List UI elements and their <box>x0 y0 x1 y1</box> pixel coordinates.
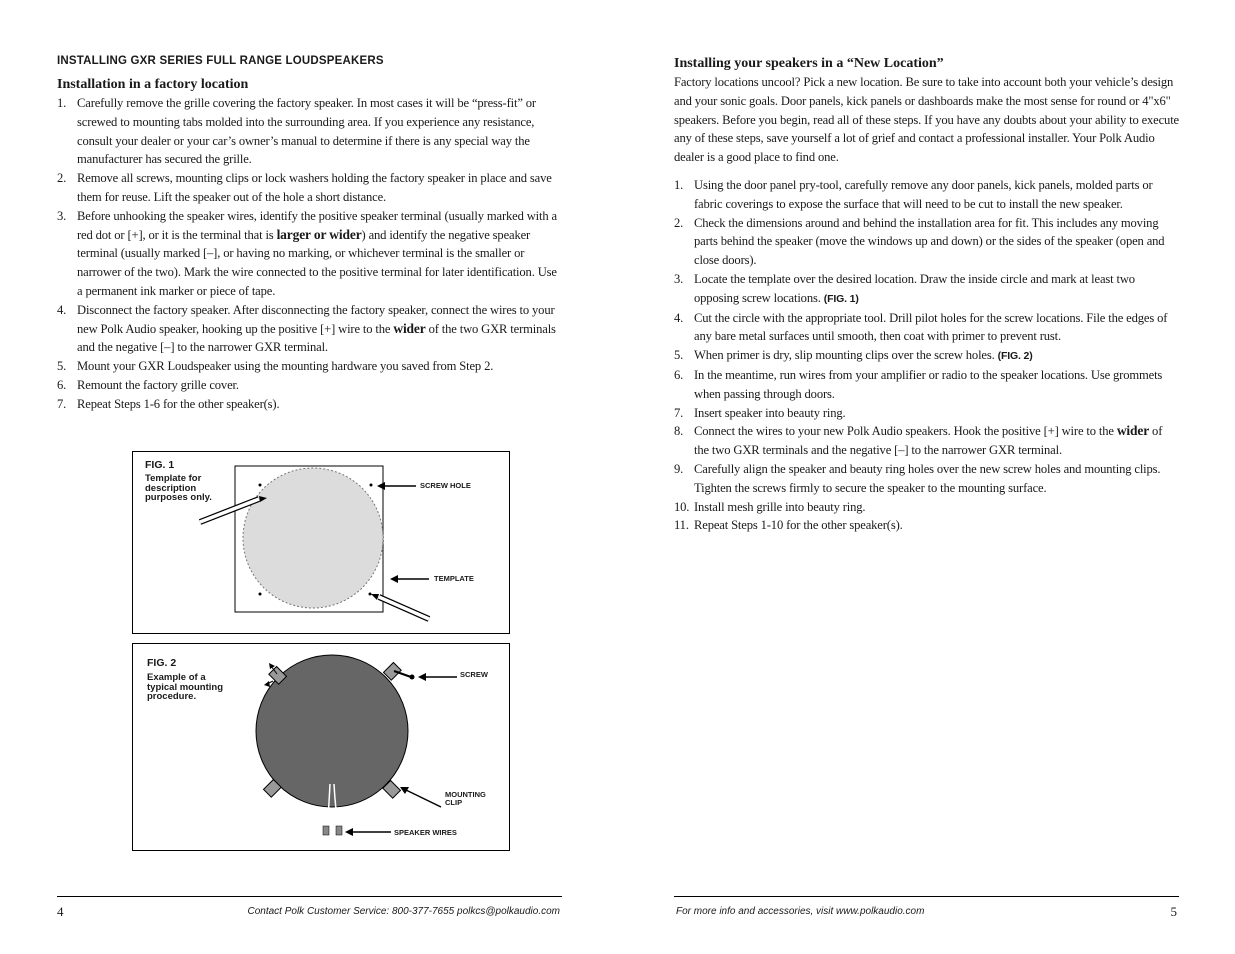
page-number: 5 <box>1170 904 1177 919</box>
step-number: 1. <box>57 96 67 110</box>
step-number: 10. <box>674 499 690 514</box>
step-number: 2. <box>674 215 684 230</box>
step-number: 5. <box>57 359 67 374</box>
right-content <box>674 55 1179 535</box>
list-item <box>57 357 562 376</box>
list-item <box>674 176 1179 214</box>
template-circle <box>243 468 383 608</box>
arrow-icon <box>345 828 391 836</box>
figure-reference: (FIG. 1) <box>823 292 859 305</box>
left-subheading: Installation in a factory location <box>57 77 249 92</box>
list-item <box>674 346 1179 366</box>
list-item <box>674 214 1179 270</box>
step-number: 3. <box>57 208 67 223</box>
intro-paragraph: Factory locations uncool? Pick a new location. Be sure to take into account both your vehicle’s design and your sonic goals. Door panels, kick panels or dashboards make the most sense for round or 4"x6" speakers. Before you begin, read all of these steps. If you have any doubts about your ability to execute any of these steps, save yourself a lot of grief and contact a professional installer. Your Polk Audio dealer is a good place to find one. <box>674 75 1179 165</box>
list-item <box>674 366 1179 404</box>
mounting-clip-callout: MOUNTING CLIP <box>445 790 486 807</box>
left-page <box>57 0 562 954</box>
template-callout: TEMPLATE <box>434 574 474 583</box>
footer-rule <box>57 896 562 897</box>
list-item <box>57 395 562 414</box>
step-emphasis: larger or wider <box>276 226 362 242</box>
step-text: Mount your GXR Loudspeaker using the mounting hardware you saved from Step 2. <box>77 359 494 374</box>
step-number: 2. <box>57 171 67 186</box>
list-item <box>674 516 1179 535</box>
screw-hole-callout: SCREW HOLE <box>420 481 471 490</box>
screw-hole-mark <box>259 593 262 596</box>
step-number: 5. <box>674 348 684 363</box>
step-number: 4. <box>57 302 67 317</box>
list-item <box>674 498 1179 517</box>
step-text: of the two GXR terminals and the negative [–] to the narrower GXR terminal. <box>694 424 1163 458</box>
list-item <box>57 169 562 207</box>
section-title: INSTALLING GXR SERIES FULL RANGE LOUDSPEAKERS <box>57 55 384 67</box>
step-text: Remount the factory grille cover. <box>77 377 239 392</box>
step-number: 7. <box>674 405 684 420</box>
screw-callout: SCREW <box>460 670 488 679</box>
fig1-caption: Template for description purposes only. <box>145 473 212 503</box>
list-item <box>57 301 562 357</box>
step-text: Remove all screws, mounting clips or lock washers holding the factory speaker in place and save them for reuse. Lift the speaker out of the hole a short distance. <box>77 171 552 204</box>
list-item <box>674 460 1179 498</box>
list-item <box>674 309 1179 347</box>
list-item <box>57 94 562 169</box>
figure-2 <box>132 643 510 851</box>
step-number: 7. <box>57 396 67 411</box>
arrow-icon <box>377 482 416 490</box>
arrow-icon <box>418 673 457 681</box>
arrow-icon <box>400 787 441 807</box>
step-number: 11. <box>674 518 689 533</box>
right-page <box>674 0 1179 954</box>
step-number: 6. <box>57 377 67 392</box>
step-emphasis: wider <box>1116 423 1150 439</box>
step-text: Insert speaker into beauty ring. <box>694 405 846 420</box>
step-text: In the meantime, run wires from your amplifier or radio to the speaker locations. Use grommets when passing through doors. <box>694 367 1163 401</box>
step-text: ) and identify the negative speaker terminal (usually marked [–], or having no marking, or whichever terminal is the smaller or narrower of the two). Mark the wire connected to the positive terminal for later identification. Use a permanent ink marker or piece of tape. <box>77 227 557 298</box>
step-text: Repeat Steps 1-10 for the other speaker(s). <box>694 518 903 533</box>
right-steps-list <box>674 176 1179 535</box>
footer-rule <box>674 896 1179 897</box>
list-item <box>57 376 562 395</box>
arrow-icon <box>390 575 429 583</box>
speaker-wires-callout: SPEAKER WIRES <box>394 828 457 837</box>
step-text: Repeat Steps 1-6 for the other speaker(s). <box>77 396 280 411</box>
footer-website: For more info and accessories, visit www.polkaudio.com <box>676 906 925 917</box>
step-text: Using the door panel pry-tool, carefully remove any door panels, kick panels, molded parts or fabric coverings to expose the surface that will need to be cut to install the new speaker. <box>694 177 1153 211</box>
footer-contact: Contact Polk Customer Service: 800-377-7655 polkcs@polkaudio.com <box>247 906 560 917</box>
screw-icon <box>394 671 415 680</box>
step-number: 9. <box>674 461 684 476</box>
list-item <box>57 207 562 301</box>
step-number: 8. <box>674 424 684 439</box>
page-number: 4 <box>57 904 64 919</box>
step-number: 3. <box>674 271 684 286</box>
step-number: 6. <box>674 367 684 382</box>
screw-hole-mark <box>370 484 373 487</box>
step-text: Before unhooking the speaker wires, identify the positive speaker terminal (usually marked with a red dot or [+], or it is the terminal that is <box>77 208 557 242</box>
step-text: Carefully remove the grille covering the factory speaker. In most cases it will be “press-fit” or screwed to mounting tabs molded into the surrounding area. If you experience any resistance, consult your dealer or your car’s owner’s manual to determine if there is any special way the manufacturer has secured the grille. <box>77 96 536 167</box>
step-text: Check the dimensions around and behind the installation area for fit. This includes any moving parts behind the speaker (move the windows up and down) or the sides of the speaker (open and close doors). <box>694 215 1165 268</box>
fig2-caption: Example of a typical mounting procedure. <box>147 672 223 702</box>
figure-1 <box>132 451 510 634</box>
step-text: Locate the template over the desired location. Draw the inside circle and mark at least two opposing screw locations. <box>694 271 1135 305</box>
right-subheading: Installing your speakers in a “New Location” <box>674 56 944 71</box>
step-text: Cut the circle with the appropriate tool. Drill pilot holes for the screw locations. File the edges of any bare metal surfaces until smooth, then coat with primer to prevent rust. <box>694 310 1168 344</box>
fig1-label: FIG. 1 <box>145 459 175 471</box>
step-text: of the two GXR terminals and the negative [–] to the narrower GXR terminal. <box>77 321 556 355</box>
list-item <box>674 404 1179 423</box>
list-item <box>674 422 1179 460</box>
figure-reference: (FIG. 2) <box>997 350 1033 363</box>
step-number: 4. <box>674 310 684 325</box>
left-steps-list <box>57 94 562 414</box>
step-text: Disconnect the factory speaker. After disconnecting the factory speaker, connect the wires to your new Polk Audio speaker, hooking up the positive [+] wire to the <box>77 302 555 336</box>
screw-hole-mark <box>259 484 262 487</box>
step-text: Connect the wires to your new Polk Audio speakers. Hook the positive [+] wire to the <box>694 424 1117 439</box>
left-content <box>57 76 562 414</box>
step-text: Install mesh grille into beauty ring. <box>694 499 866 514</box>
list-item <box>674 270 1179 309</box>
step-text: Carefully align the speaker and beauty ring holes over the new screw holes and mounting clips. Tighten the screws firmly to secure the speaker to the mounting surface. <box>694 461 1161 495</box>
step-text: When primer is dry, slip mounting clips over the screw holes. <box>694 348 998 363</box>
step-number: 1. <box>674 177 684 192</box>
step-emphasis: wider <box>393 320 426 336</box>
fig2-label: FIG. 2 <box>147 657 177 669</box>
